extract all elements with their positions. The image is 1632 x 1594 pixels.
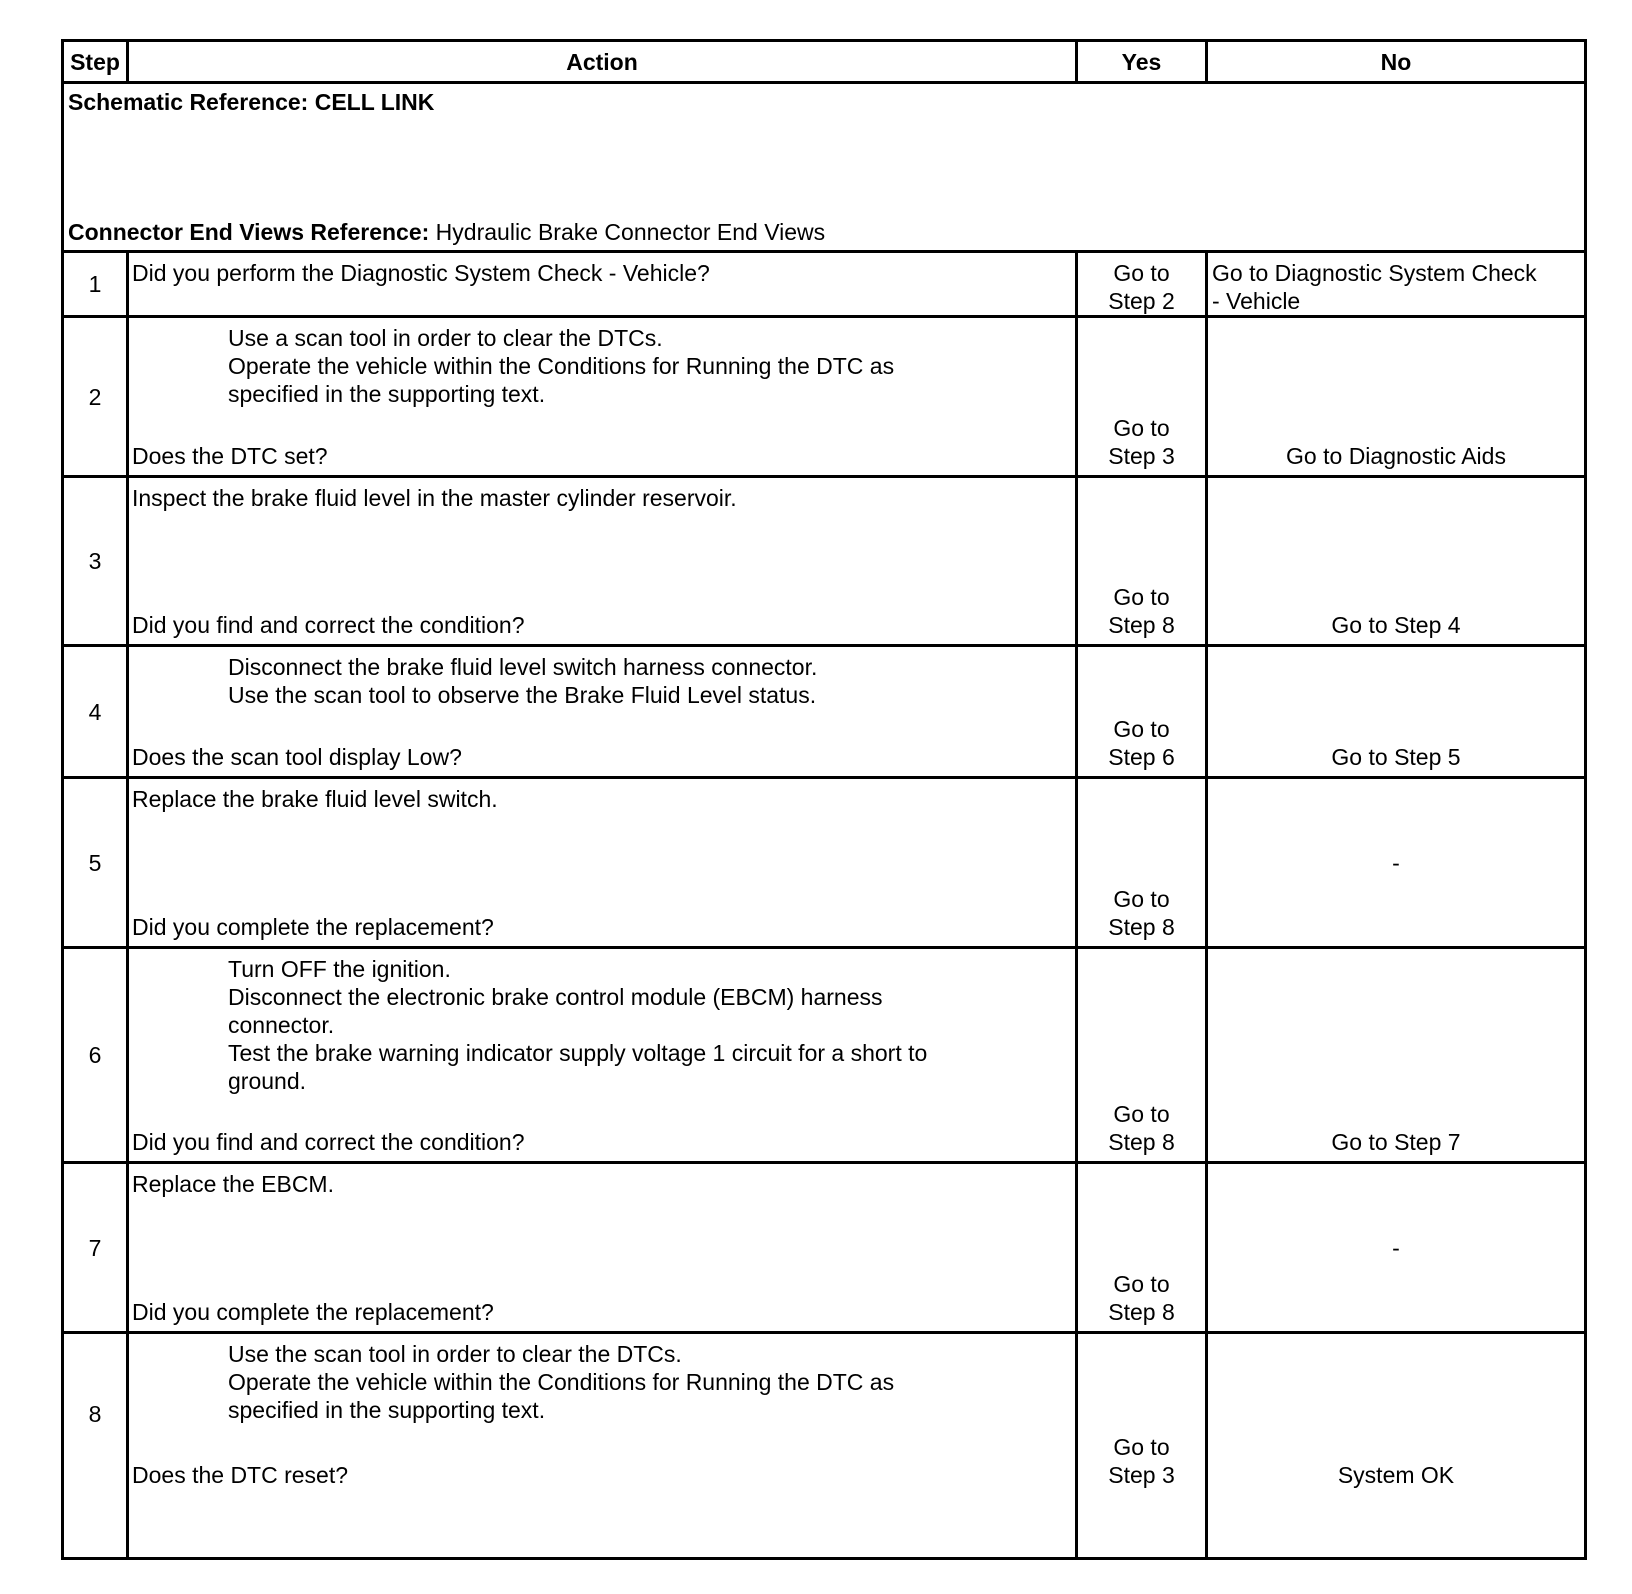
step-number: 7 [88, 1234, 102, 1261]
action-line: Test the brake warning indicator supply voltage 1 circuit for a short to [228, 1040, 928, 1066]
no-link[interactable]: Go to Step 7 [1331, 1129, 1461, 1155]
diagnostic-table [61, 39, 1587, 1560]
action-line: Disconnect the brake fluid level switch harness connector. [228, 654, 818, 680]
divider [64, 1331, 1584, 1334]
header-no: No [1380, 49, 1412, 75]
yes-link[interactable]: Go to [1113, 1101, 1170, 1127]
no-link[interactable]: Go to Diagnostic Aids [1286, 443, 1506, 469]
header-action: Action [566, 49, 638, 75]
yes-link[interactable]: Step 8 [1108, 1299, 1175, 1325]
step-number: 2 [88, 383, 102, 410]
action-line: Replace the EBCM. [132, 1171, 334, 1197]
action-line: Use a scan tool in order to clear the DTCs. [228, 325, 663, 351]
yes-link[interactable]: Go to [1113, 716, 1170, 742]
yes-link[interactable]: Step 8 [1108, 1129, 1175, 1155]
header-yes: Yes [1121, 49, 1162, 75]
action-question: Does the DTC reset? [132, 1462, 349, 1488]
no-link[interactable]: Go to Diagnostic System Check [1212, 260, 1537, 286]
yes-link[interactable]: Go to [1113, 260, 1170, 286]
action-line: Operate the vehicle within the Conditions for Running the DTC as [228, 353, 895, 379]
step-number: 6 [88, 1042, 102, 1068]
action-question: Did you complete the replacement? [132, 914, 494, 940]
action-line: Turn OFF the ignition. [228, 956, 451, 982]
yes-link[interactable]: Step 3 [1108, 1462, 1175, 1488]
connector-reference [68, 218, 825, 247]
divider [126, 251, 129, 1557]
action-question: Did you complete the replacement? [132, 1299, 494, 1325]
action-question: Did you find and correct the condition? [132, 1129, 525, 1155]
divider [64, 81, 1584, 84]
step-number: 8 [88, 1401, 102, 1427]
divider [64, 1161, 1584, 1164]
action-line: ground. [228, 1068, 307, 1094]
action-line: connector. [228, 1012, 335, 1038]
divider [64, 250, 1584, 253]
divider [64, 776, 1584, 779]
step-number: 4 [88, 698, 102, 725]
no-link[interactable]: Go to Step 4 [1331, 612, 1461, 638]
divider [64, 475, 1584, 478]
step-number: 5 [88, 849, 102, 876]
action-line: Replace the brake fluid level switch. [132, 786, 498, 812]
no-dash: - [1392, 849, 1400, 876]
action-line: Use the scan tool to observe the Brake Fluid Level status. [228, 682, 817, 708]
action-line: Operate the vehicle within the Conditions for Running the DTC as [228, 1369, 895, 1395]
yes-link[interactable]: Step 8 [1108, 612, 1175, 638]
step-number: 3 [88, 548, 102, 574]
yes-link[interactable]: Step 2 [1108, 288, 1175, 314]
step-number: 1 [88, 271, 102, 297]
action-question: Did you perform the Diagnostic System Check - Vehicle? [132, 260, 710, 286]
yes-link[interactable]: Go to [1113, 1434, 1170, 1460]
connector-reference-value: Hydraulic Brake Connector End Views [429, 219, 826, 245]
divider [64, 644, 1584, 647]
yes-link[interactable]: Go to [1113, 415, 1170, 441]
yes-link[interactable]: Step 6 [1108, 744, 1175, 770]
action-line: Disconnect the electronic brake control module (EBCM) harness [228, 984, 883, 1010]
action-question: Did you find and correct the condition? [132, 612, 525, 638]
action-line: specified in the supporting text. [228, 1397, 546, 1423]
yes-link[interactable]: Go to [1113, 1271, 1170, 1297]
connector-reference-label: Connector End Views Reference: [68, 219, 430, 245]
no-link[interactable]: Go to Step 5 [1331, 744, 1461, 770]
yes-link[interactable]: Go to [1113, 886, 1170, 912]
action-line: specified in the supporting text. [228, 381, 546, 407]
action-question: Does the DTC set? [132, 443, 328, 469]
schematic-reference: Schematic Reference: CELL LINK [68, 89, 435, 115]
action-question: Does the scan tool display Low? [132, 744, 462, 770]
divider [64, 946, 1584, 949]
divider [64, 315, 1584, 318]
header-step: Step [70, 49, 120, 75]
no-dash: - [1392, 1234, 1400, 1261]
action-line: Inspect the brake fluid level in the master cylinder reservoir. [132, 485, 737, 511]
yes-link[interactable]: Step 8 [1108, 914, 1175, 940]
no-link[interactable]: - Vehicle [1212, 288, 1301, 314]
yes-link[interactable]: Step 3 [1108, 443, 1175, 469]
yes-link[interactable]: Go to [1113, 584, 1170, 610]
action-line: Use the scan tool in order to clear the DTCs. [228, 1341, 682, 1367]
no-link[interactable]: System OK [1337, 1462, 1455, 1488]
